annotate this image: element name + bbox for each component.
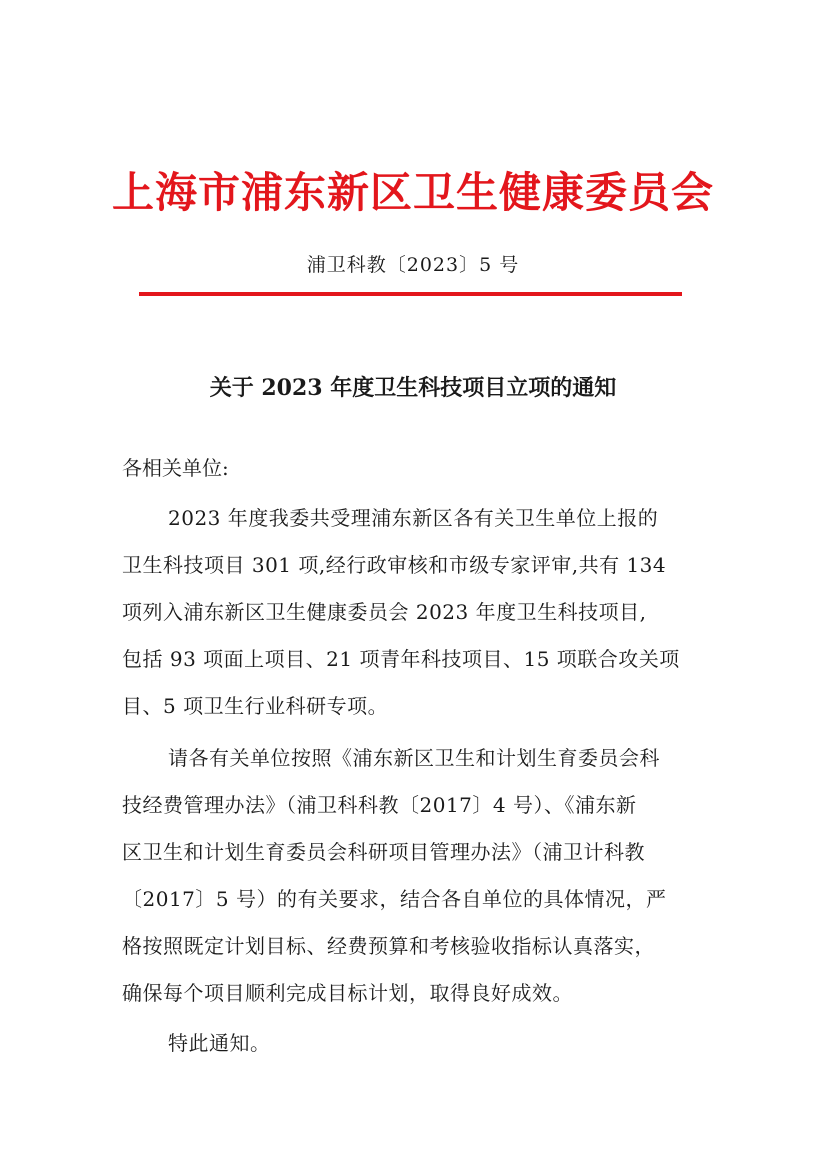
notice-title: 关于 2023 年度卫生科技项目立项的通知 xyxy=(209,375,617,401)
paragraph-2-line: 技经费管理办法》（浦卫科科教〔2017〕4 号）、《浦东新 xyxy=(122,793,637,817)
closing-remark: 特此通知。 xyxy=(168,1031,271,1055)
paragraph-1-line: 项列入浦东新区卫生健康委员会 2023 年度卫生科技项目, xyxy=(122,600,647,624)
issuing-organization-header: 上海市浦东新区卫生健康委员会 xyxy=(111,168,714,217)
paragraph-2-line: 格按照既定计划目标、经费预算和考核验收指标认真落实， xyxy=(122,934,655,958)
paragraph-1-line: 目、5 项卫生行业科研专项。 xyxy=(122,694,389,718)
paragraph-2-line: 确保每个项目顺利完成目标计划，取得良好成效。 xyxy=(122,981,573,1005)
document-number: 浦卫科教〔2023〕5 号 xyxy=(306,254,520,276)
paragraph-2-line: 请各有关单位按照《浦东新区卫生和计划生育委员会科 xyxy=(168,746,660,770)
paragraph-1-line: 2023 年度我委共受理浦东新区各有关卫生单位上报的 xyxy=(168,506,659,530)
red-header-rule xyxy=(139,292,682,296)
paragraph-1-line: 包括 93 项面上项目、21 项青年科技项目、15 项联合攻关项 xyxy=(122,647,680,671)
paragraph-2-line: 区卫生和计划生育委员会科研项目管理办法》（浦卫计科教 xyxy=(122,840,645,864)
paragraph-2-line: 〔2017〕5 号）的有关要求，结合各自单位的具体情况，严 xyxy=(122,887,667,911)
salutation: 各相关单位: xyxy=(122,456,229,480)
paragraph-1-line: 卫生科技项目 301 项,经行政审核和市级专家评审,共有 134 xyxy=(122,553,667,577)
